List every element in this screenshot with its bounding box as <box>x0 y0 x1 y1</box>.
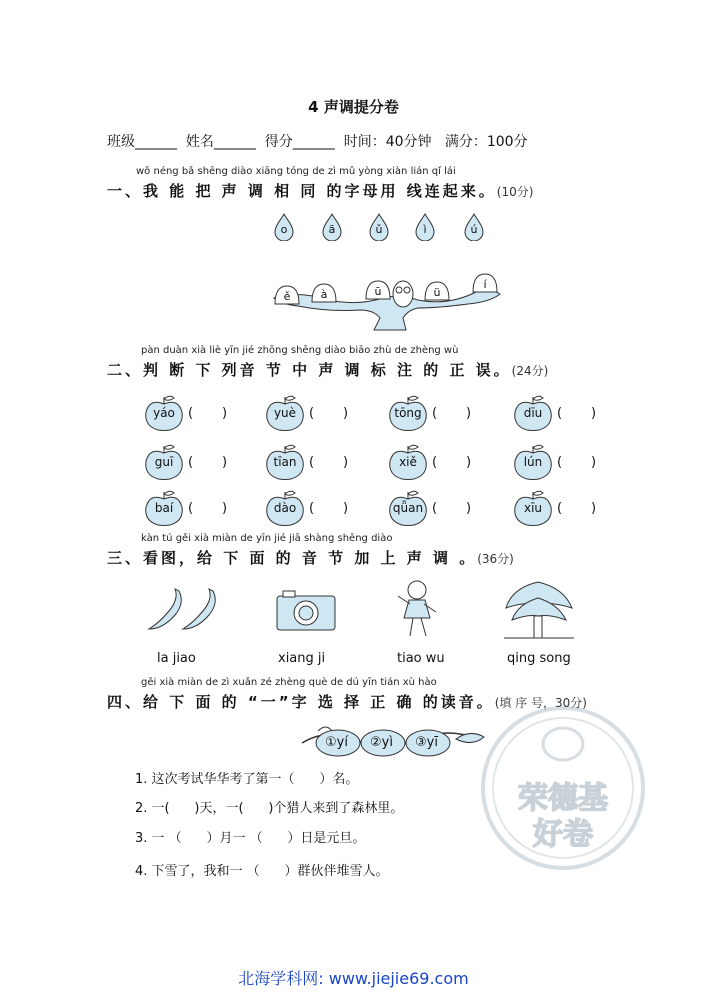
apple-syllable-2 <box>263 394 307 432</box>
water-drop-3[interactable] <box>369 213 389 241</box>
apple-syllable-text: yuè <box>273 406 297 420</box>
footer-site-link[interactable]: 北海学科网: www.jiejie69.com <box>238 969 469 988</box>
caption-pine: qing song <box>507 651 571 666</box>
drop-letter: ì <box>423 223 427 236</box>
water-drop-4[interactable] <box>415 213 435 241</box>
apple-syllable-text: lún <box>523 455 543 469</box>
watermark-line1: 荣德基 <box>518 781 608 816</box>
apple-syllable-text: tīan <box>273 455 297 469</box>
publisher-watermark <box>478 696 648 876</box>
watermark-line2: 好卷 <box>533 817 593 852</box>
apple-syllable-4 <box>511 394 555 432</box>
apple-syllable-text: tōng <box>394 406 422 420</box>
tree-leaf-5[interactable] <box>471 272 499 296</box>
tree-leaf-3[interactable] <box>364 279 392 303</box>
q1-title-text: 一、我 能 把 声 调 相 同 的字母用 线连起来。 <box>107 182 497 200</box>
caption-camera: xiang ji <box>278 651 326 666</box>
dancing-girl-illustration <box>396 578 438 640</box>
apple-syllable-text: xīu <box>523 501 543 515</box>
apple-syllable-text: qǖan <box>392 501 424 515</box>
caption-dance: tiao wu <box>397 651 445 666</box>
q4-title-text: 四、给 下 面 的 “一”字 选 择 正 确 的读音。 <box>107 693 495 711</box>
caption-chili: la jiao <box>157 651 196 666</box>
question-4: 4. 下雪了，我和一 （ ）群伙伴堆雪人。 <box>135 864 389 879</box>
apple-syllable-8 <box>511 443 555 481</box>
answer-blank-9[interactable]: ( ) <box>188 501 228 516</box>
apple-syllable-3 <box>386 394 430 432</box>
page-title: 4 声调提分卷 <box>308 98 399 116</box>
q4-score: (填 序 号，30分) <box>494 696 587 710</box>
question-2: 2. 一( )天，一( )个猎人来到了森林里。 <box>135 801 404 816</box>
option-3: ③yī <box>415 735 438 750</box>
q1-title <box>107 180 533 201</box>
q3-title <box>107 547 514 568</box>
q2-pinyin: pàn duàn xià liè yīn jié zhōng shēng diào biāo zhù de zhèng wù <box>141 345 459 356</box>
drop-letter: ā <box>328 223 336 236</box>
leaf-letter: ě <box>283 290 291 303</box>
apple-syllable-text: baí <box>154 501 174 515</box>
apple-syllable-5 <box>142 443 186 481</box>
student-info-line: 班级______ 姓名______ 得分______ 时间：40分钟 满分：100分 <box>107 134 528 150</box>
answer-blank-5[interactable]: ( ) <box>188 455 228 470</box>
q4-pinyin: gěi xià miàn de zì xuǎn zé zhèng què de dú yīn tián xù hào <box>141 677 437 688</box>
q3-pinyin: kàn tú gěi xià miàn de yīn jié jiā shàng shēng diào <box>141 533 393 544</box>
apple-syllable-text: xiě <box>399 455 417 469</box>
drop-letter: ǔ <box>375 223 383 236</box>
tree-leaf-4[interactable] <box>423 280 451 304</box>
apple-syllable-11 <box>386 489 430 527</box>
answer-blank-10[interactable]: ( ) <box>309 501 349 516</box>
q1-pinyin: wǒ néng bǎ shēng diào xiāng tóng de zì mǔ yòng xiàn lián qǐ lái <box>136 166 456 177</box>
answer-blank-12[interactable]: ( ) <box>557 501 597 516</box>
water-drop-5[interactable] <box>464 213 484 241</box>
water-drop-2[interactable] <box>322 213 342 241</box>
apple-syllable-10 <box>263 489 307 527</box>
question-3: 3. 一 （ ）月一 （ ）日是元旦。 <box>135 831 366 846</box>
q2-title <box>107 359 548 380</box>
leaf-letter: ū <box>374 285 382 298</box>
leaf-letter: ü <box>433 286 441 299</box>
drop-letter: ú <box>470 223 478 236</box>
answer-blank-3[interactable]: ( ) <box>432 406 472 421</box>
apple-syllable-9 <box>142 489 186 527</box>
apple-syllable-text: dīu <box>523 406 543 420</box>
chili-pepper-illustration <box>145 585 225 635</box>
apple-syllable-12 <box>511 489 555 527</box>
apple-syllable-6 <box>263 443 307 481</box>
leaf-letter: í <box>483 278 487 291</box>
apple-syllable-text: guī <box>154 455 174 469</box>
answer-blank-7[interactable]: ( ) <box>432 455 472 470</box>
answer-blank-11[interactable]: ( ) <box>432 501 472 516</box>
tree-leaf-1[interactable] <box>273 284 301 308</box>
answer-blank-1[interactable]: ( ) <box>188 406 228 421</box>
camera-illustration <box>275 588 337 632</box>
q1-score: (10分) <box>496 185 534 199</box>
apple-syllable-text: yáo <box>153 406 175 420</box>
tree-leaf-2[interactable] <box>310 282 338 306</box>
answer-blank-2[interactable]: ( ) <box>309 406 349 421</box>
apple-syllable-1 <box>142 394 186 432</box>
option-2: ②yì <box>370 735 393 750</box>
answer-blank-4[interactable]: ( ) <box>557 406 597 421</box>
option-1: ①yí <box>325 735 348 750</box>
q3-score: (36分) <box>477 552 514 566</box>
q2-title-text: 二、判 断 下 列音 节 中 声 调 标 注 的 正 误。 <box>107 361 512 379</box>
q3-title-text: 三、看图，给 下 面 的 音 节 加 上 声 调 。 <box>107 549 478 567</box>
q2-score: (24分) <box>511 364 549 378</box>
answer-blank-6[interactable]: ( ) <box>309 455 349 470</box>
q4-title <box>107 691 587 712</box>
leaf-letter: à <box>320 288 328 301</box>
water-drop-1[interactable] <box>274 213 294 241</box>
pine-tree-illustration <box>502 578 576 640</box>
drop-letter: o <box>280 223 288 236</box>
question-1: 1. 这次考试华华考了第一（ ）名。 <box>135 772 359 787</box>
apple-syllable-text: dào <box>273 501 297 515</box>
apple-syllable-7 <box>386 443 430 481</box>
answer-blank-8[interactable]: ( ) <box>557 455 597 470</box>
